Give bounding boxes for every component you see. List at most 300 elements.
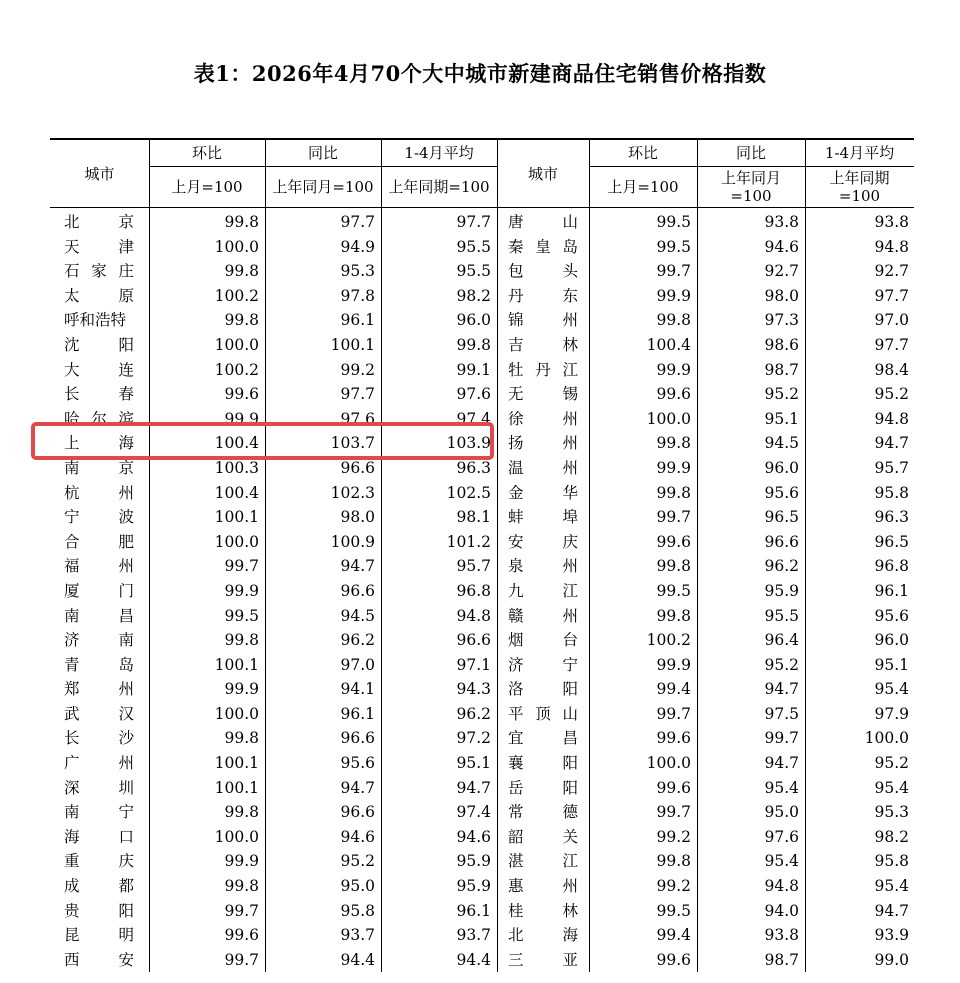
right-yoy-cell: 94.6 xyxy=(764,237,799,256)
city-char: 宜 xyxy=(508,729,524,748)
header-avg-right: 1-4月平均 xyxy=(824,144,895,162)
header-rule-right xyxy=(589,166,914,167)
right-mom-cell: 100.0 xyxy=(646,409,691,428)
city-char: 门 xyxy=(118,581,134,600)
left-mom-cell: 100.0 xyxy=(214,827,259,846)
right-yoy-cell: 94.7 xyxy=(764,754,799,773)
right-mom-cell: 99.8 xyxy=(656,483,691,502)
right-avg-cell: 96.1 xyxy=(874,581,909,600)
city-char: 福 xyxy=(64,557,80,576)
city-char: 重 xyxy=(64,852,80,871)
left-city-cell xyxy=(64,259,134,284)
left-avg-cell: 93.7 xyxy=(456,926,491,945)
header-yoy-base-right-line2: =100 xyxy=(730,187,772,205)
city-char: 波 xyxy=(118,508,134,527)
right-mom-cell: 99.5 xyxy=(656,213,691,231)
left-yoy-cell: 94.6 xyxy=(340,827,375,846)
right-avg-cell: 98.4 xyxy=(874,360,909,379)
left-avg-cell: 95.9 xyxy=(456,852,491,871)
left-city-cell xyxy=(64,604,134,629)
city-char: 青 xyxy=(64,655,80,674)
right-mom-cell: 99.8 xyxy=(656,606,691,625)
right-city-cell xyxy=(508,284,578,309)
right-yoy-cell: 98.6 xyxy=(764,335,799,354)
header-divider xyxy=(805,140,806,207)
right-mom-cell: 100.4 xyxy=(646,335,691,354)
left-yoy-cell: 97.7 xyxy=(340,385,375,404)
city-char: 连 xyxy=(118,360,134,379)
left-yoy-cell: 94.1 xyxy=(340,680,375,699)
left-yoy-cell: 96.1 xyxy=(340,311,375,330)
city-char: 江 xyxy=(562,852,578,871)
city-char: 顶 xyxy=(535,704,551,723)
header-avg-left: 1-4月平均 xyxy=(404,144,474,162)
table-row xyxy=(50,604,914,629)
right-city-cell xyxy=(508,726,578,751)
left-city-cell xyxy=(64,776,134,801)
left-city-cell xyxy=(64,382,134,407)
city-char: 襄 xyxy=(508,754,524,773)
right-yoy-cell: 95.5 xyxy=(764,606,799,625)
table-row xyxy=(50,382,914,407)
left-city-cell xyxy=(64,628,134,653)
table-row xyxy=(50,554,914,579)
right-city-cell xyxy=(508,628,578,653)
city-char: 常 xyxy=(508,803,524,822)
right-avg-cell: 95.1 xyxy=(874,655,909,674)
left-mom-cell: 99.9 xyxy=(224,409,259,428)
left-avg-cell: 96.8 xyxy=(456,581,491,600)
city-char: 石 xyxy=(64,262,80,281)
city-char: 哈 xyxy=(64,409,80,428)
right-yoy-cell: 94.0 xyxy=(764,901,799,920)
left-yoy-cell: 100.1 xyxy=(330,335,375,354)
table-row xyxy=(50,284,914,309)
right-avg-cell: 95.2 xyxy=(874,385,909,404)
right-mom-cell: 99.7 xyxy=(656,803,691,822)
city-char: 沈 xyxy=(64,335,80,354)
right-mom-cell: 99.8 xyxy=(656,852,691,871)
right-avg-cell: 95.8 xyxy=(874,852,909,871)
right-avg-cell: 92.7 xyxy=(874,262,909,281)
city-char: 州 xyxy=(562,877,578,896)
city-char: 京 xyxy=(118,213,134,231)
right-city-cell xyxy=(508,407,578,432)
right-city-cell xyxy=(508,849,578,874)
city-char: 宁 xyxy=(562,655,578,674)
city-char: 岳 xyxy=(508,778,524,797)
header-city-left: 城市 xyxy=(84,164,115,183)
city-char: 明 xyxy=(118,926,134,945)
right-yoy-cell: 95.2 xyxy=(764,655,799,674)
left-avg-cell: 97.1 xyxy=(456,655,491,674)
left-mom-cell: 99.7 xyxy=(224,557,259,576)
right-mom-cell: 100.2 xyxy=(646,631,691,650)
city-char: 武 xyxy=(64,704,80,723)
price-index-table xyxy=(50,138,914,972)
right-avg-cell: 95.2 xyxy=(874,754,909,773)
city-char: 山 xyxy=(562,704,578,723)
city-char: 安 xyxy=(508,532,524,551)
left-mom-cell: 99.9 xyxy=(224,680,259,699)
right-city-cell xyxy=(508,530,578,555)
left-mom-cell: 99.7 xyxy=(224,901,259,920)
city-char: 州 xyxy=(562,606,578,625)
city-char: 吉 xyxy=(508,335,524,354)
city-char: 泉 xyxy=(508,557,524,576)
table-row xyxy=(50,923,914,948)
city-char: 滨 xyxy=(118,409,134,428)
table-row xyxy=(50,505,914,530)
left-avg-cell: 98.1 xyxy=(456,508,491,527)
right-mom-cell: 99.5 xyxy=(656,237,691,256)
left-city-cell xyxy=(64,702,134,727)
right-yoy-cell: 94.8 xyxy=(764,877,799,896)
city-char: 阳 xyxy=(562,754,578,773)
city-char: 阳 xyxy=(118,335,134,354)
left-mom-cell: 99.8 xyxy=(224,631,259,650)
city-char: 口 xyxy=(118,827,134,846)
city-char: 南 xyxy=(64,458,80,477)
table-row xyxy=(50,849,914,874)
city-char: 都 xyxy=(118,877,134,896)
left-city-cell xyxy=(64,284,134,309)
city-char: 宁 xyxy=(64,508,80,527)
right-mom-cell: 99.7 xyxy=(656,508,691,527)
header-divider xyxy=(697,140,698,207)
city-char: 唐 xyxy=(508,213,524,231)
city-char: 海 xyxy=(64,827,80,846)
right-city-cell xyxy=(508,776,578,801)
right-avg-cell: 96.0 xyxy=(874,631,909,650)
right-mom-cell: 99.6 xyxy=(656,532,691,551)
right-mom-cell: 99.2 xyxy=(656,827,691,846)
city-char: 烟 xyxy=(508,631,524,650)
city-char: 北 xyxy=(508,926,524,945)
city-char: 太 xyxy=(64,286,80,305)
right-city-cell xyxy=(508,554,578,579)
right-city-cell xyxy=(508,923,578,948)
table-row xyxy=(50,677,914,702)
right-mom-cell: 99.6 xyxy=(656,729,691,748)
right-avg-cell: 98.2 xyxy=(874,827,909,846)
right-avg-cell: 94.7 xyxy=(874,901,909,920)
city-char: 州 xyxy=(118,557,134,576)
right-city-cell xyxy=(508,579,578,604)
right-mom-cell: 99.4 xyxy=(656,926,691,945)
table-row xyxy=(50,874,914,899)
left-avg-cell: 97.7 xyxy=(456,213,491,231)
city-char: 庄 xyxy=(118,262,134,281)
city-char: 阳 xyxy=(562,680,578,699)
right-avg-cell: 95.4 xyxy=(874,877,909,896)
left-city-cell xyxy=(64,653,134,678)
right-yoy-cell: 93.8 xyxy=(764,926,799,945)
right-avg-cell: 96.5 xyxy=(874,532,909,551)
city-char: 华 xyxy=(562,483,578,502)
city-char: 秦 xyxy=(508,237,524,256)
left-yoy-cell: 94.9 xyxy=(340,237,375,256)
right-yoy-cell: 96.4 xyxy=(764,631,799,650)
right-avg-cell: 94.8 xyxy=(874,237,909,256)
left-city-cell xyxy=(64,874,134,899)
left-city-cell xyxy=(64,948,134,973)
left-yoy-cell: 96.1 xyxy=(340,704,375,723)
right-avg-cell: 99.0 xyxy=(874,950,909,969)
right-yoy-cell: 96.5 xyxy=(764,508,799,527)
left-avg-cell: 95.5 xyxy=(456,262,491,281)
left-mom-cell: 99.8 xyxy=(224,803,259,822)
city-char: 上 xyxy=(64,434,80,453)
right-yoy-cell: 98.0 xyxy=(764,286,799,305)
city-char: 三 xyxy=(508,950,524,969)
city-char: 洛 xyxy=(508,680,524,699)
header-mom-left: 环比 xyxy=(191,144,222,162)
right-yoy-cell: 95.0 xyxy=(764,803,799,822)
right-yoy-cell: 95.4 xyxy=(764,778,799,797)
left-yoy-cell: 96.6 xyxy=(340,803,375,822)
left-city-cell xyxy=(64,800,134,825)
right-avg-cell: 95.6 xyxy=(874,606,909,625)
city-char: 丹 xyxy=(508,286,524,305)
left-yoy-cell: 100.9 xyxy=(330,532,375,551)
right-city-cell xyxy=(508,800,578,825)
right-yoy-cell: 96.6 xyxy=(764,532,799,551)
city-char: 大 xyxy=(64,360,80,379)
header-divider xyxy=(589,140,590,207)
city-char: 州 xyxy=(118,754,134,773)
header-yoy-base-right xyxy=(697,167,805,207)
left-mom-cell: 100.4 xyxy=(214,483,259,502)
right-city-cell xyxy=(508,431,578,456)
table-row xyxy=(50,235,914,260)
city-char: 头 xyxy=(562,262,578,281)
left-mom-cell: 99.6 xyxy=(224,926,259,945)
city-char: 贵 xyxy=(64,901,80,920)
left-yoy-cell: 102.3 xyxy=(330,483,375,502)
left-yoy-cell: 96.6 xyxy=(340,729,375,748)
city-char: 温 xyxy=(508,458,524,477)
left-mom-cell: 100.3 xyxy=(214,458,259,477)
table-row xyxy=(50,210,914,235)
city-char: 徐 xyxy=(508,409,524,428)
left-city-cell xyxy=(64,751,134,776)
left-city-cell xyxy=(64,333,134,358)
left-yoy-cell: 94.7 xyxy=(340,778,375,797)
left-avg-cell: 97.4 xyxy=(456,803,491,822)
right-mom-cell: 99.8 xyxy=(656,311,691,330)
table-row xyxy=(50,628,914,653)
left-yoy-cell: 96.6 xyxy=(340,581,375,600)
left-mom-cell: 99.8 xyxy=(224,213,259,231)
city-char: 赣 xyxy=(508,606,524,625)
right-avg-cell: 97.7 xyxy=(874,286,909,305)
left-avg-cell: 95.1 xyxy=(456,754,491,773)
city-char: 家 xyxy=(91,262,107,281)
city-char: 台 xyxy=(562,631,578,650)
right-mom-cell: 100.0 xyxy=(646,754,691,773)
right-city-cell xyxy=(508,874,578,899)
right-mom-cell: 99.6 xyxy=(656,385,691,404)
right-mom-cell: 99.9 xyxy=(656,655,691,674)
left-yoy-cell: 97.0 xyxy=(340,655,375,674)
city-char: 湛 xyxy=(508,852,524,871)
city-char: 京 xyxy=(118,458,134,477)
left-avg-cell: 96.2 xyxy=(456,704,491,723)
header-divider xyxy=(149,140,150,207)
table-row xyxy=(50,726,914,751)
table-row xyxy=(50,308,914,333)
right-city-cell xyxy=(508,899,578,924)
table-header xyxy=(50,140,914,208)
left-mom-cell: 100.1 xyxy=(214,508,259,527)
city-char: 九 xyxy=(508,581,524,600)
city-char: 天 xyxy=(64,237,80,256)
city-char: 浩 xyxy=(95,311,111,330)
left-avg-cell: 97.2 xyxy=(456,729,491,748)
table-row xyxy=(50,825,914,850)
left-avg-cell: 96.6 xyxy=(456,631,491,650)
left-city-cell xyxy=(64,726,134,751)
right-city-cell xyxy=(508,825,578,850)
right-mom-cell: 99.5 xyxy=(656,901,691,920)
table-row xyxy=(50,579,914,604)
right-city-cell xyxy=(508,358,578,383)
city-char: 尔 xyxy=(91,409,107,428)
right-yoy-cell: 95.9 xyxy=(764,581,799,600)
city-char: 州 xyxy=(562,458,578,477)
right-avg-cell: 95.7 xyxy=(874,458,909,477)
city-char: 安 xyxy=(118,950,134,969)
right-city-cell xyxy=(508,751,578,776)
right-yoy-cell: 98.7 xyxy=(764,950,799,969)
city-char: 济 xyxy=(508,655,524,674)
city-char: 扬 xyxy=(508,434,524,453)
city-char: 庆 xyxy=(118,852,134,871)
left-mom-cell: 100.0 xyxy=(214,335,259,354)
city-char: 桂 xyxy=(508,901,524,920)
city-char: 锡 xyxy=(562,385,578,404)
left-avg-cell: 98.2 xyxy=(456,286,491,305)
city-char: 锦 xyxy=(508,311,524,330)
right-city-cell xyxy=(508,333,578,358)
right-yoy-cell: 95.2 xyxy=(764,385,799,404)
left-avg-cell: 102.5 xyxy=(446,483,491,502)
city-char: 德 xyxy=(562,803,578,822)
left-city-cell xyxy=(64,530,134,555)
right-mom-cell: 99.9 xyxy=(656,458,691,477)
right-avg-cell: 96.3 xyxy=(874,508,909,527)
left-city-cell xyxy=(64,899,134,924)
right-avg-cell: 100.0 xyxy=(864,729,909,748)
city-char: 江 xyxy=(562,360,578,379)
left-avg-cell: 96.3 xyxy=(456,458,491,477)
city-char: 牡 xyxy=(508,360,524,379)
left-city-cell xyxy=(64,235,134,260)
city-char: 津 xyxy=(118,237,134,256)
city-char: 州 xyxy=(118,483,134,502)
left-mom-cell: 99.8 xyxy=(224,877,259,896)
left-mom-cell: 100.0 xyxy=(214,704,259,723)
left-yoy-cell: 103.7 xyxy=(330,434,375,453)
right-mom-cell: 99.6 xyxy=(656,950,691,969)
right-yoy-cell: 96.2 xyxy=(764,557,799,576)
right-city-cell xyxy=(508,382,578,407)
left-mom-cell: 99.6 xyxy=(224,385,259,404)
left-yoy-cell: 97.8 xyxy=(340,286,375,305)
left-yoy-cell: 95.3 xyxy=(340,262,375,281)
left-yoy-cell: 97.7 xyxy=(340,213,375,231)
left-yoy-cell: 95.0 xyxy=(340,877,375,896)
table-body xyxy=(50,208,914,972)
city-char: 原 xyxy=(118,286,134,305)
city-char: 圳 xyxy=(118,778,134,797)
left-city-cell xyxy=(64,825,134,850)
city-char: 广 xyxy=(64,754,80,773)
right-avg-cell: 96.8 xyxy=(874,557,909,576)
left-yoy-cell: 94.4 xyxy=(340,950,375,969)
city-char: 南 xyxy=(64,803,80,822)
right-avg-cell: 97.9 xyxy=(874,704,909,723)
left-mom-cell: 100.2 xyxy=(214,360,259,379)
city-char: 关 xyxy=(562,827,578,846)
city-char: 春 xyxy=(118,385,134,404)
city-char: 皇 xyxy=(535,237,551,256)
header-avg-base-right-line2: =100 xyxy=(838,187,881,205)
left-city-cell xyxy=(64,481,134,506)
city-char: 昆 xyxy=(64,926,80,945)
city-char: 山 xyxy=(562,213,578,231)
left-avg-cell: 96.1 xyxy=(456,901,491,920)
left-mom-cell: 100.4 xyxy=(214,434,259,453)
right-yoy-cell: 97.6 xyxy=(764,827,799,846)
right-mom-cell: 99.5 xyxy=(656,581,691,600)
city-char: 韶 xyxy=(508,827,524,846)
right-city-cell xyxy=(508,259,578,284)
left-city-cell xyxy=(64,210,134,235)
left-city-cell xyxy=(64,505,134,530)
city-char: 州 xyxy=(562,557,578,576)
city-char: 阳 xyxy=(118,901,134,920)
city-char: 亚 xyxy=(562,950,578,969)
city-char: 东 xyxy=(562,286,578,305)
left-yoy-cell: 93.7 xyxy=(340,926,375,945)
right-mom-cell: 99.6 xyxy=(656,778,691,797)
right-avg-cell: 93.9 xyxy=(874,926,909,945)
right-city-cell xyxy=(508,505,578,530)
city-char: 江 xyxy=(562,581,578,600)
city-char: 包 xyxy=(508,262,524,281)
city-char: 呼 xyxy=(64,311,80,330)
city-char: 林 xyxy=(562,901,578,920)
header-mom-right: 环比 xyxy=(627,144,658,162)
header-mom-base-right: 上月=100 xyxy=(607,178,679,196)
right-avg-cell: 94.7 xyxy=(874,434,909,453)
table-row xyxy=(50,333,914,358)
table-row xyxy=(50,481,914,506)
right-city-cell xyxy=(508,235,578,260)
city-char: 和 xyxy=(79,311,96,330)
header-rule-left xyxy=(149,166,497,167)
left-city-cell xyxy=(64,677,134,702)
left-mom-cell: 99.9 xyxy=(224,581,259,600)
table-title: 表1：2026年4月70个大中城市新建商品住宅销售价格指数 xyxy=(193,61,767,86)
city-char: 惠 xyxy=(508,877,524,896)
right-yoy-cell: 94.7 xyxy=(764,680,799,699)
header-divider xyxy=(381,140,382,207)
right-mom-cell: 99.8 xyxy=(656,434,691,453)
right-city-cell xyxy=(508,948,578,973)
